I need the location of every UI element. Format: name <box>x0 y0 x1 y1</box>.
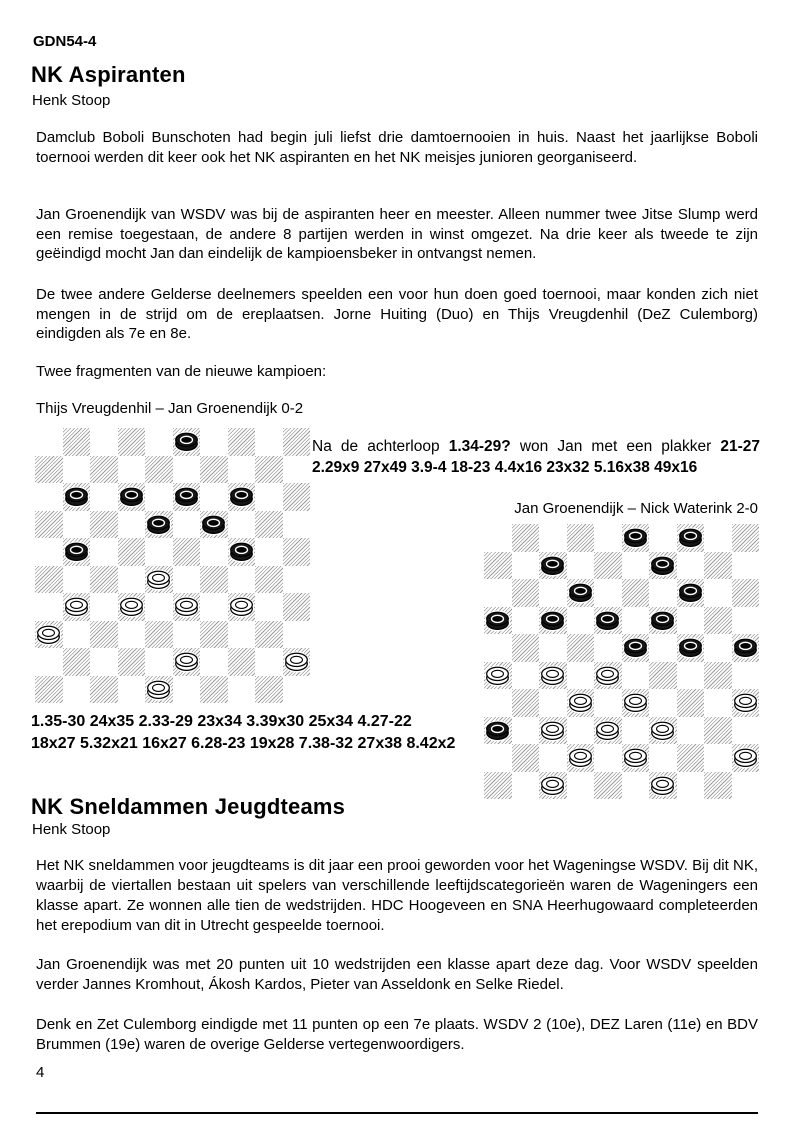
board-square <box>173 648 201 676</box>
board-square <box>649 552 677 580</box>
white-piece-icon <box>567 689 594 716</box>
board-square <box>567 524 595 552</box>
board-square <box>35 566 63 594</box>
black-piece-icon <box>567 579 594 606</box>
board-square <box>732 524 760 552</box>
board-square <box>512 689 540 717</box>
board-square <box>622 772 650 800</box>
board-square <box>567 552 595 580</box>
board-square <box>118 566 146 594</box>
board-square <box>145 566 173 594</box>
board-square <box>567 717 595 745</box>
board-square <box>649 634 677 662</box>
board-square <box>622 552 650 580</box>
board-square <box>118 511 146 539</box>
black-piece-icon <box>63 483 90 510</box>
board-square <box>539 689 567 717</box>
game1-caption: Thijs Vreugdenhil – Jan Groenendijk 0-2 <box>36 400 304 417</box>
section1-author: Henk Stoop <box>32 92 111 109</box>
board-square <box>118 593 146 621</box>
board-square <box>35 676 63 704</box>
board-square <box>90 676 118 704</box>
board-square <box>63 428 91 456</box>
white-piece-icon <box>567 744 594 771</box>
board-square <box>484 552 512 580</box>
board-square <box>512 552 540 580</box>
board-square <box>255 566 283 594</box>
board-square <box>145 456 173 484</box>
board-square <box>90 428 118 456</box>
board-square <box>677 634 705 662</box>
black-piece-icon <box>677 524 704 551</box>
white-piece-icon <box>539 772 566 799</box>
board-square <box>228 456 256 484</box>
black-piece-icon <box>649 607 676 634</box>
board-square <box>228 538 256 566</box>
black-piece-icon <box>677 579 704 606</box>
board-square <box>512 634 540 662</box>
black-piece-icon <box>622 634 649 661</box>
board-square <box>649 744 677 772</box>
board-square <box>622 662 650 690</box>
board-square <box>622 579 650 607</box>
board-square <box>35 593 63 621</box>
white-piece-icon <box>594 717 621 744</box>
black-piece-icon <box>173 483 200 510</box>
board-square <box>63 566 91 594</box>
board-square <box>145 648 173 676</box>
draughts-board-game2 <box>484 524 759 799</box>
board-square <box>732 772 760 800</box>
board-square <box>90 566 118 594</box>
board-square <box>283 456 311 484</box>
board-square <box>35 621 63 649</box>
board-square <box>145 621 173 649</box>
board-square <box>594 579 622 607</box>
board-square <box>200 428 228 456</box>
section1-paragraph-3: De twee andere Gelderse deelnemers speelden een voor hun doen goed toernooi, maar konden zich niet mengen in de strijd om de ereplaatsen. Jorne Huiting (Duo) en Thijs Vreugdenhil (DeZ Culemborg) eindigden als 7e en 8e. <box>36 286 758 342</box>
board-square <box>512 579 540 607</box>
board-square <box>567 662 595 690</box>
black-piece-icon <box>228 483 255 510</box>
board-square <box>704 552 732 580</box>
board-square <box>90 483 118 511</box>
board-square <box>173 511 201 539</box>
board-square <box>118 483 146 511</box>
fragments-intro: Twee fragmenten van de nieuwe kampioen: <box>36 363 327 380</box>
board-square <box>649 717 677 745</box>
board-square <box>484 772 512 800</box>
board-square <box>567 634 595 662</box>
white-piece-icon <box>622 689 649 716</box>
board-square <box>145 676 173 704</box>
board-square <box>118 456 146 484</box>
section2-title: NK Sneldammen Jeugdteams <box>31 794 346 819</box>
board-square <box>283 511 311 539</box>
board-square <box>594 662 622 690</box>
board-square <box>649 579 677 607</box>
board-square <box>484 634 512 662</box>
board-square <box>200 483 228 511</box>
board-square <box>118 621 146 649</box>
board-square <box>484 744 512 772</box>
board-square <box>567 744 595 772</box>
white-piece-icon <box>145 566 172 593</box>
board-square <box>594 717 622 745</box>
white-piece-icon <box>649 772 676 799</box>
board-square <box>594 552 622 580</box>
board-square <box>567 772 595 800</box>
board-square <box>677 662 705 690</box>
white-piece-icon <box>228 593 255 620</box>
footer-rule <box>36 1112 758 1114</box>
board-square <box>677 717 705 745</box>
board-square <box>35 538 63 566</box>
white-piece-icon <box>649 717 676 744</box>
board-square <box>255 676 283 704</box>
board-square <box>255 538 283 566</box>
board-square <box>732 607 760 635</box>
board-square <box>539 662 567 690</box>
board-square <box>228 511 256 539</box>
black-piece-icon <box>539 552 566 579</box>
board-square <box>484 717 512 745</box>
white-piece-icon <box>539 662 566 689</box>
document-id-header: GDN54-4 <box>33 33 97 50</box>
board-square <box>567 579 595 607</box>
white-piece-icon <box>622 744 649 771</box>
board-square <box>649 607 677 635</box>
board-square <box>63 456 91 484</box>
white-piece-icon <box>732 689 759 716</box>
black-piece-icon <box>228 538 255 565</box>
section1-paragraph-2: Jan Groenendijk van WSDV was bij de aspiranten heer en meester. Alleen nummer twee Jitse Slump werd een remise toegestaan, de andere 8 partijen werden in winst omgezet. Na drie keer als tweede te zijn geëindigd mocht Jan dan eindelijk de kampioensbeker in ontvangst nemen. <box>36 206 758 262</box>
board-square <box>649 689 677 717</box>
board-square <box>567 689 595 717</box>
board-square <box>200 621 228 649</box>
black-piece-icon <box>118 483 145 510</box>
board-square <box>539 607 567 635</box>
board-square <box>90 538 118 566</box>
board-square <box>512 772 540 800</box>
board-square <box>228 648 256 676</box>
board-square <box>145 511 173 539</box>
board-square <box>594 772 622 800</box>
board-square <box>228 483 256 511</box>
board-square <box>622 524 650 552</box>
board-square <box>200 538 228 566</box>
section1-title: NK Aspiranten <box>31 62 186 87</box>
board-square <box>63 621 91 649</box>
board-square <box>484 607 512 635</box>
board-square <box>63 483 91 511</box>
board-square <box>594 524 622 552</box>
board-square <box>732 579 760 607</box>
board-square <box>539 579 567 607</box>
board-square <box>704 689 732 717</box>
board-square <box>704 662 732 690</box>
board-square <box>649 662 677 690</box>
black-piece-icon <box>173 428 200 455</box>
game1-moves <box>31 711 487 755</box>
board-square <box>732 689 760 717</box>
board-square <box>539 524 567 552</box>
black-piece-icon <box>677 634 704 661</box>
board-square <box>677 524 705 552</box>
black-piece-icon <box>484 717 511 744</box>
board-square <box>512 717 540 745</box>
board-square <box>90 456 118 484</box>
board-square <box>255 621 283 649</box>
board-square <box>704 579 732 607</box>
board-square <box>35 483 63 511</box>
board-square <box>90 511 118 539</box>
black-piece-icon <box>200 511 227 538</box>
board-square <box>704 524 732 552</box>
board-square <box>539 717 567 745</box>
board-square <box>200 648 228 676</box>
board-square <box>63 538 91 566</box>
draughts-board-game1 <box>35 428 310 703</box>
board-square <box>283 621 311 649</box>
board-square <box>118 538 146 566</box>
board-square <box>145 483 173 511</box>
board-square <box>63 676 91 704</box>
board-square <box>118 428 146 456</box>
board-square <box>594 744 622 772</box>
black-piece-icon <box>649 552 676 579</box>
black-piece-icon <box>145 511 172 538</box>
game2-caption: Jan Groenendijk – Nick Waterink 2-0 <box>514 500 758 517</box>
white-piece-icon <box>484 662 511 689</box>
board-square <box>283 428 311 456</box>
board-square <box>594 607 622 635</box>
board-square <box>283 648 311 676</box>
board-square <box>649 524 677 552</box>
text-line: 2.29x9 27x49 3.9-4 18-23 4.4x16 23x32 5.16x38 49x16 <box>312 458 698 476</box>
board-square <box>732 662 760 690</box>
game1-annotation <box>312 437 760 478</box>
board-square <box>173 456 201 484</box>
board-square <box>145 428 173 456</box>
board-square <box>228 676 256 704</box>
board-square <box>732 717 760 745</box>
board-square <box>512 524 540 552</box>
text-line: 18x27 5.32x21 16x27 6.28-23 19x28 7.38-32 27x38 8.42x2 <box>31 735 456 752</box>
board-square <box>173 621 201 649</box>
board-square <box>677 689 705 717</box>
board-square <box>677 607 705 635</box>
board-square <box>732 744 760 772</box>
board-square <box>283 593 311 621</box>
board-square <box>512 662 540 690</box>
section2-paragraph-2: Jan Groenendijk was met 20 punten uit 10 wedstrijden een klasse apart deze dag. Voor WSDV speelden verder Jannes Kromhout, Ákosh Kardos, Pieter van Asseldonk en Selke Riedel. <box>36 956 758 993</box>
board-square <box>677 744 705 772</box>
board-square <box>484 524 512 552</box>
board-square <box>539 772 567 800</box>
white-piece-icon <box>35 621 62 648</box>
board-square <box>704 772 732 800</box>
board-square <box>228 593 256 621</box>
board-square <box>255 456 283 484</box>
board-square <box>255 648 283 676</box>
board-square <box>594 634 622 662</box>
board-square <box>704 717 732 745</box>
black-piece-icon <box>63 538 90 565</box>
board-square <box>622 607 650 635</box>
board-square <box>173 676 201 704</box>
white-piece-icon <box>145 676 172 703</box>
board-square <box>622 689 650 717</box>
board-square <box>90 648 118 676</box>
white-piece-icon <box>539 717 566 744</box>
board-square <box>539 634 567 662</box>
board-square <box>118 676 146 704</box>
white-piece-icon <box>594 662 621 689</box>
board-square <box>228 428 256 456</box>
board-square <box>35 428 63 456</box>
section2-paragraph-1: Het NK sneldammen voor jeugdteams is dit jaar een prooi geworden voor het Wageningse WSDV. Bij dit NK, waarbij de viertallen bestaan uit spelers van verschillende leeftijdscategorieën waren de Wageningers een klasse apart. Ze wonnen alle tien de wedstrijden. HDC Hoogeveen en SNA Heerhugowaard completeerden het erepodium van dit in Utrecht gespeelde toernooi. <box>36 857 758 934</box>
board-square <box>173 483 201 511</box>
board-square <box>173 428 201 456</box>
board-square <box>567 607 595 635</box>
board-square <box>283 676 311 704</box>
white-piece-icon <box>173 593 200 620</box>
text-line: 1.35-30 24x35 2.33-29 23x34 3.39x30 25x34 4.27-22 <box>31 713 412 730</box>
section2-author: Henk Stoop <box>32 821 111 838</box>
board-square <box>732 552 760 580</box>
board-square <box>145 593 173 621</box>
board-square <box>90 593 118 621</box>
white-piece-icon <box>283 648 310 675</box>
board-square <box>200 593 228 621</box>
board-square <box>622 744 650 772</box>
board-square <box>484 662 512 690</box>
board-square <box>677 772 705 800</box>
black-piece-icon <box>594 607 621 634</box>
board-square <box>228 566 256 594</box>
section1-paragraph-1: Damclub Boboli Bunschoten had begin juli liefst drie damtoernooien in huis. Naast het jaarlijkse Boboli toernooi werden dit keer ook het NK aspiranten en het NK meisjes junioren georganiseerd. <box>36 129 758 166</box>
board-square <box>732 634 760 662</box>
white-piece-icon <box>118 593 145 620</box>
board-square <box>649 772 677 800</box>
board-square <box>704 744 732 772</box>
board-square <box>255 593 283 621</box>
board-square <box>200 566 228 594</box>
board-square <box>255 511 283 539</box>
white-piece-icon <box>732 744 759 771</box>
board-square <box>173 538 201 566</box>
board-square <box>512 744 540 772</box>
board-square <box>63 511 91 539</box>
board-square <box>90 621 118 649</box>
board-square <box>35 456 63 484</box>
board-square <box>173 566 201 594</box>
board-square <box>63 648 91 676</box>
board-square <box>228 621 256 649</box>
board-square <box>594 689 622 717</box>
black-piece-icon <box>539 607 566 634</box>
board-square <box>145 538 173 566</box>
board-square <box>622 717 650 745</box>
board-square <box>255 483 283 511</box>
page-number: 4 <box>36 1064 45 1081</box>
section2-paragraph-3: Denk en Zet Culemborg eindigde met 11 punten op een 7e plaats. WSDV 2 (10e), DEZ Laren (11e) en BDV Brummen (19e) waren de overige Gelderse vertegenwoordigers. <box>36 1016 758 1053</box>
board-square <box>35 511 63 539</box>
board-square <box>173 593 201 621</box>
board-square <box>255 428 283 456</box>
board-square <box>622 634 650 662</box>
text-line: Na de achterloop 1.34-29? won Jan met een plakker 21-27 <box>312 438 761 455</box>
board-square <box>35 648 63 676</box>
board-square <box>200 676 228 704</box>
white-piece-icon <box>173 648 200 675</box>
black-piece-icon <box>622 524 649 551</box>
board-square <box>512 607 540 635</box>
board-square <box>200 511 228 539</box>
board-square <box>484 579 512 607</box>
board-square <box>484 689 512 717</box>
board-square <box>677 579 705 607</box>
board-square <box>200 456 228 484</box>
board-square <box>704 634 732 662</box>
board-square <box>704 607 732 635</box>
board-square <box>677 552 705 580</box>
black-piece-icon <box>732 634 759 661</box>
black-piece-icon <box>484 607 511 634</box>
board-square <box>63 593 91 621</box>
board-square <box>118 648 146 676</box>
white-piece-icon <box>63 593 90 620</box>
board-square <box>539 744 567 772</box>
board-square <box>539 552 567 580</box>
board-square <box>283 566 311 594</box>
board-square <box>283 483 311 511</box>
board-square <box>283 538 311 566</box>
